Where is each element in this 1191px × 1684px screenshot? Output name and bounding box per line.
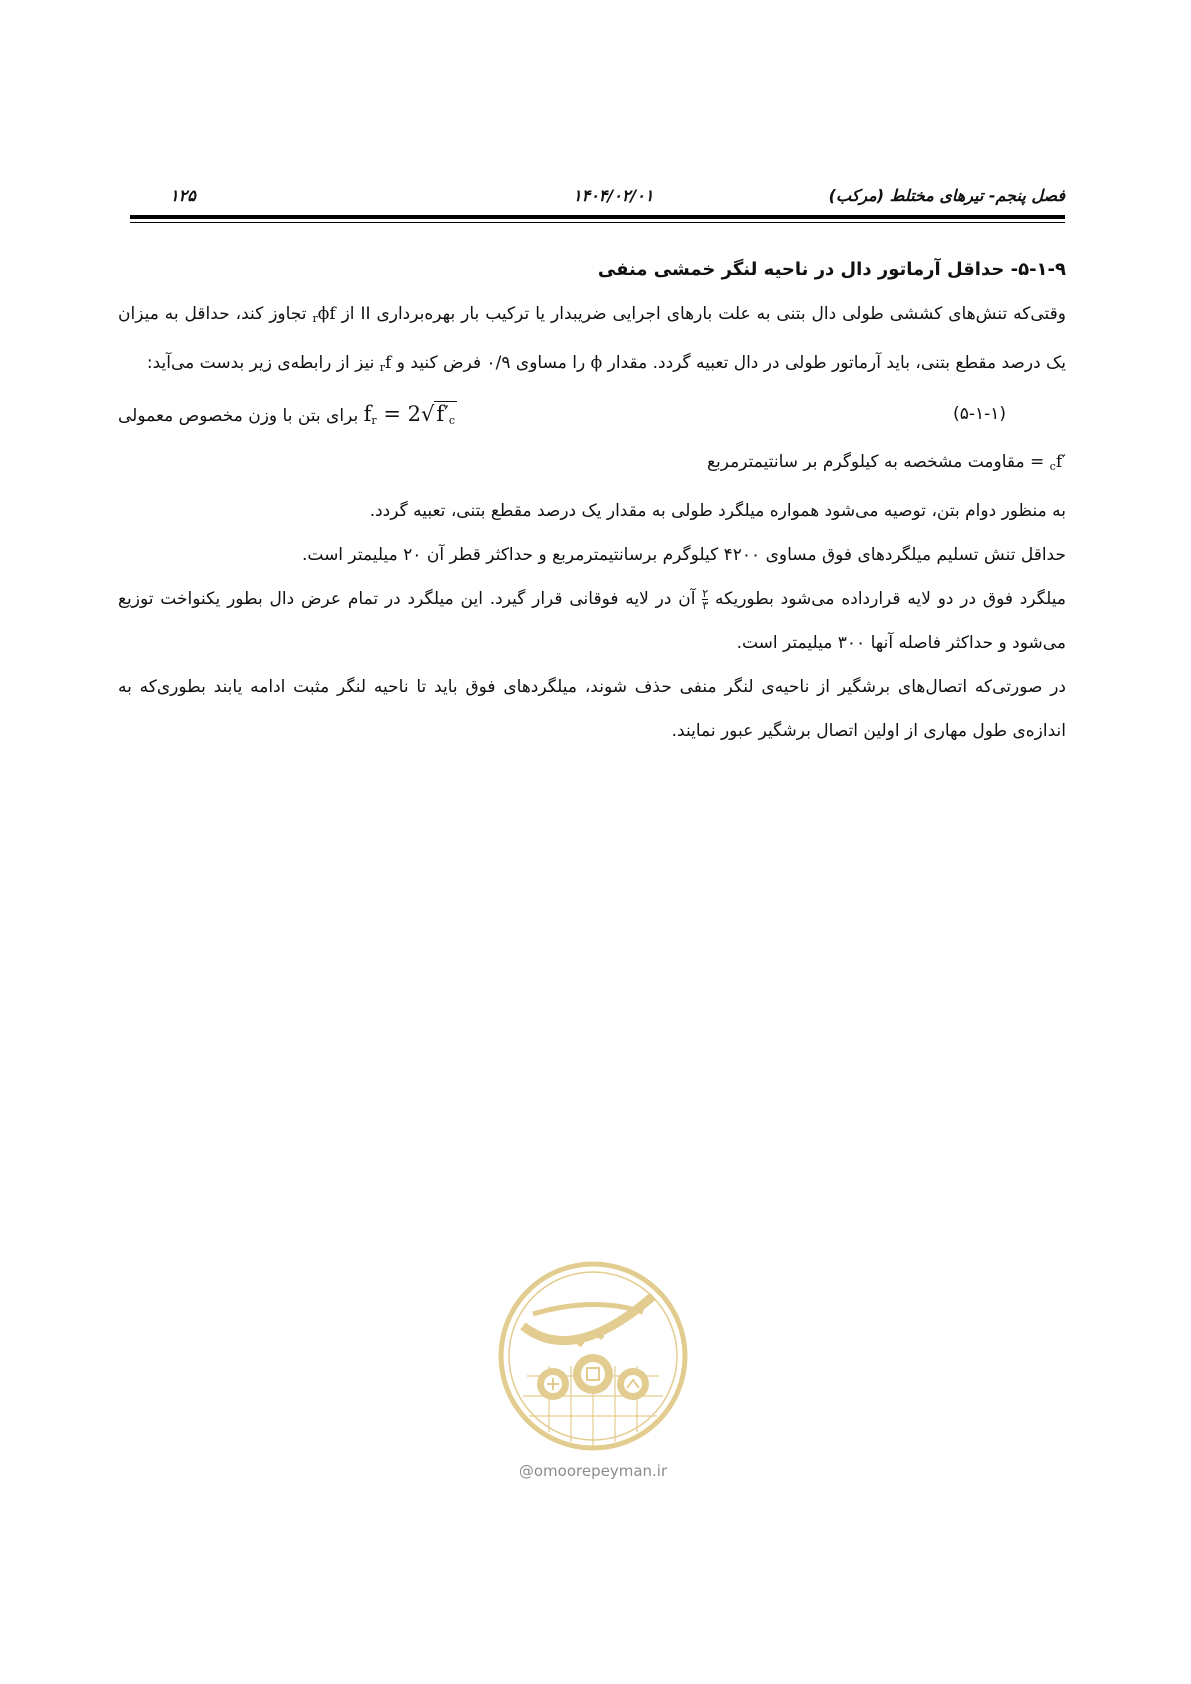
paragraph-4: میلگرد فوق در دو لایه قرارداده می‌شود بطوریکه $\frac{۲}{۳}$ آن در لایه فوقانی قرار گیرد. این میلگرد در تمام عرض دال بطور یکنواخت توزیع می‌شود و حداکثر فاصله آنها ۳۰۰ میلیمتر است. xyxy=(118,586,1066,653)
fc-symbol: $f'_c$ xyxy=(1049,452,1066,473)
header-rule-thin xyxy=(130,222,1065,223)
fraction-two-thirds: $\frac{۲}{۳}$ xyxy=(702,586,709,612)
equation-note: برای بتن با وزن مخصوص معمولی xyxy=(118,406,359,426)
equation-formula: $f_r = 2√f'_c$ xyxy=(363,402,456,427)
header-date: ۱۴۰۴/۰۲/۰۱ xyxy=(573,186,654,205)
fr-symbol: $f_r$ xyxy=(379,353,392,374)
section-content xyxy=(118,250,1066,753)
equation-body xyxy=(118,392,457,443)
header-rule-thick xyxy=(130,215,1065,219)
page-number: ۱۲۵ xyxy=(170,186,196,205)
section-heading: ۵-۱-۹- حداقل آرماتور دال در ناحیه لنگر خمشی منفی xyxy=(597,259,1066,280)
watermark-logo xyxy=(493,1256,693,1456)
equation-5-1-1 xyxy=(118,392,1066,438)
phi-symbol: ϕ xyxy=(590,353,603,373)
paragraph-1: وقتی‌که تنش‌های کششی طولی دال بتنی به علت بارهای اجرایی ضریبدار یا ترکیب بار بهره‌برداری II از $\phi f_r$ تجاوز کند، حداقل به میزان یک درصد مقطع بتنی، باید آرماتور طولی در دال تعبیه گردد. مقدار ϕ را مساوی ۰/۹ فرض کنید و $f_r$ نیز از رابطه‌ی زیر بدست می‌آید: xyxy=(118,304,1067,374)
definition-fc: $f'_c$ = مقاومت مشخصه به کیلوگرم بر سانتیمترمربع xyxy=(706,452,1066,473)
paragraph-3: حداقل تنش تسلیم میلگردهای فوق مساوی ۴۲۰۰ کیلوگرم برسانتیمترمربع و حداکثر قطر آن ۲۰ میلیمتر است. xyxy=(301,545,1066,565)
page-header xyxy=(130,186,1065,208)
paragraph-5: در صورتی‌که اتصال‌های برشگیر از ناحیه‌ی لنگر منفی حذف شوند، میلگردهای فوق باید تا ناحیه لنگر مثبت ادامه یابند بطوری‌که به اندازه‌ی طول مهاری از اولین اتصال برشگیر عبور نمایند. xyxy=(118,677,1066,741)
watermark-website: @omoorepeyman.ir xyxy=(518,1462,668,1480)
paragraph-2: به منظور دوام بتن، توصیه می‌شود همواره میلگرد طولی به مقدار یک درصد مقطع بتنی، تعبیه گردد. xyxy=(369,501,1066,521)
chapter-title: فصل پنجم- تیرهای مختلط (مرکب) xyxy=(828,186,1065,205)
equation-number: (۵-۱-۱) xyxy=(953,404,1006,424)
phi-fr-symbol: $\phi f_r$ xyxy=(312,304,336,325)
